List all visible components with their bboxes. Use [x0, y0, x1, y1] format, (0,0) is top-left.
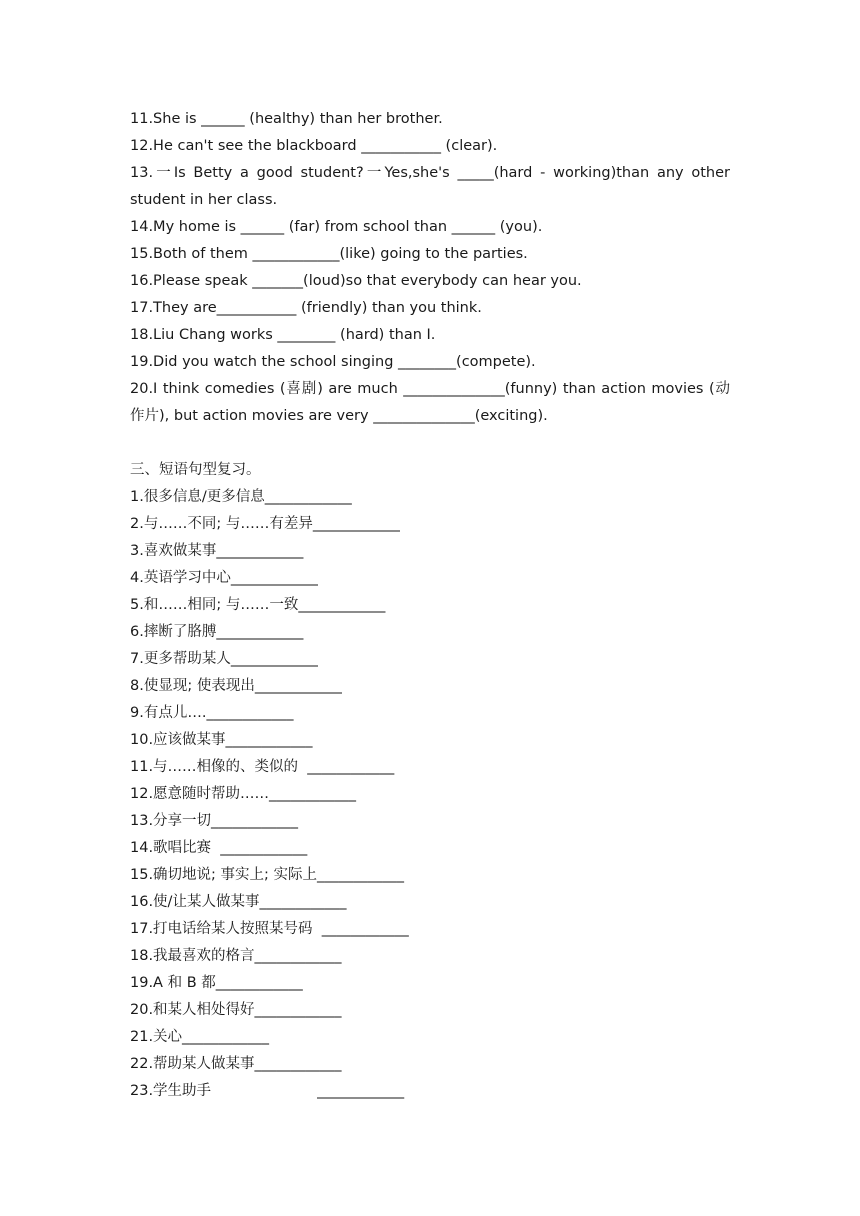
exercise-item-18: 18.Liu Chang works ________ (hard) than I.	[130, 327, 436, 343]
phrase-item-20: 20.和某人相处得好____________	[130, 1002, 342, 1018]
phrase-item-11: 11.与……相像的、类似的 ____________	[130, 759, 395, 775]
phrase-item-9: 9.有点儿….____________	[130, 705, 294, 721]
phrase-item-15: 15.确切地说; 事实上; 实际上____________	[130, 867, 405, 883]
exercise-item-11: 11.She is ______ (healthy) than her brother.	[130, 111, 443, 127]
section-spacer	[130, 430, 730, 457]
exercise-item-16: 16.Please speak _______(loud)so that everybody can hear you.	[130, 273, 582, 289]
exercise-item-14: 14.My home is ______ (far) from school than ______ (you).	[130, 219, 543, 235]
phrase-item-6: 6.摔断了胳膊____________	[130, 624, 304, 640]
phrase-item-5: 5.和……相同; 与……一致____________	[130, 597, 386, 613]
phrase-item-21: 21.关心____________	[130, 1029, 270, 1045]
phrase-item-23: 23.学生助手 ____________	[130, 1083, 405, 1099]
phrase-item-13: 13.分享一切____________	[130, 813, 299, 829]
exercise-item-13: 13.一Is Betty a good student?一Yes,she's _____(hard - working)than any other student in her class.	[130, 165, 730, 208]
phrase-item-18: 18.我最喜欢的格言____________	[130, 948, 342, 964]
phrase-item-22: 22.帮助某人做某事____________	[130, 1056, 342, 1072]
phrase-item-3: 3.喜欢做某事____________	[130, 543, 304, 559]
phrase-item-1: 1.很多信息/更多信息____________	[130, 489, 352, 505]
phrase-item-10: 10.应该做某事____________	[130, 732, 313, 748]
phrase-item-19: 19.A 和 B 都____________	[130, 975, 303, 991]
exercise-item-12: 12.He can't see the blackboard ___________ (clear).	[130, 138, 498, 154]
phrase-item-16: 16.使/让某人做某事____________	[130, 894, 347, 910]
phrase-item-4: 4.英语学习中心____________	[130, 570, 318, 586]
phrase-item-14: 14.歌唱比赛 ____________	[130, 840, 308, 856]
phrase-item-7: 7.更多帮助某人____________	[130, 651, 318, 667]
section-3-title: 三、短语句型复习。	[130, 462, 261, 478]
exercise-item-20: 20.I think comedies (喜剧) are much ______________(funny) than action movies (动作片), but action movies are very ______________(exciting).	[130, 381, 730, 424]
exercise-item-17: 17.They are___________ (friendly) than you think.	[130, 300, 482, 316]
phrase-item-8: 8.使显现; 使表现出____________	[130, 678, 342, 694]
phrase-item-17: 17.打电话给某人按照某号码 ____________	[130, 921, 409, 937]
phrase-item-12: 12.愿意随时帮助……____________	[130, 786, 357, 802]
exercise-item-15: 15.Both of them ____________(like) going to the parties.	[130, 246, 528, 262]
page-content	[130, 106, 730, 1105]
exercise-item-19: 19.Did you watch the school singing ________(compete).	[130, 354, 536, 370]
phrase-item-2: 2.与……不同; 与……有差异____________	[130, 516, 400, 532]
